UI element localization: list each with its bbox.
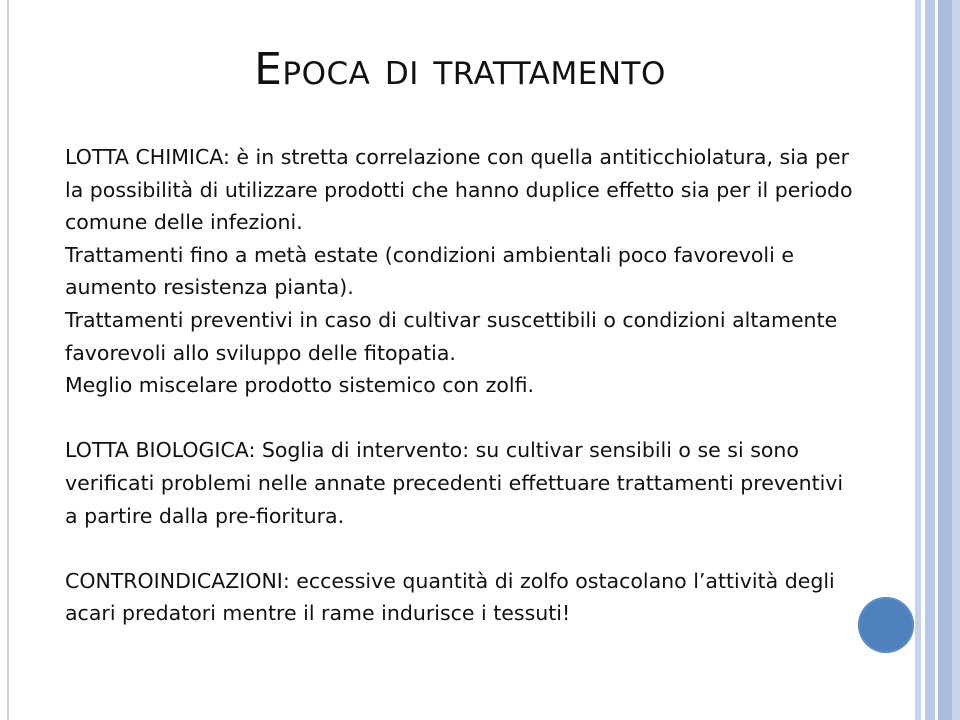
decorative-band [925,0,935,720]
decorative-band [952,0,960,720]
paragraph-trattamenti-preventivi: Trattamenti preventivi in caso di cultivar suscettibili o condizioni altamente favorevoli allo sviluppo delle fitopatia. [65,307,838,365]
paragraph-lotta-chimica: LOTTA CHIMICA: è in stretta correlazione con quella antiticchiolatura, sia per la possibilità di utilizzare prodotti che hanno duplice effetto sia per il periodo comune delle infezioni. [65,145,853,235]
decorative-band [938,0,952,720]
decorative-circle [858,597,914,653]
paragraph-spacer [65,532,855,565]
paragraph-lotta-biologica: LOTTA BIOLOGICA: Soglia di intervento: su cultivar sensibili o se si sono verificati problemi nelle annate precedenti effettuare trattamenti preventivi a partire dalla pre-fioritura. [65,438,844,528]
paragraph-miscelare: Meglio miscelare prodotto sistemico con zolfi. [65,373,535,398]
paragraph-trattamenti-estate: Trattamenti fino a metà estate (condizioni ambientali poco favorevoli e aumento resistenza pianta). [65,242,794,300]
paragraph-controindicazioni: CONTROINDICAZIONI: eccessive quantità di zolfo ostacolano l’attività degli acari predatori mentre il rame indurisce i tessuti! [65,568,835,626]
slide-body [65,141,855,630]
slide-title: Epoca di trattamento [254,44,666,95]
slide-left-border [7,0,9,720]
paragraph-spacer [65,402,855,435]
